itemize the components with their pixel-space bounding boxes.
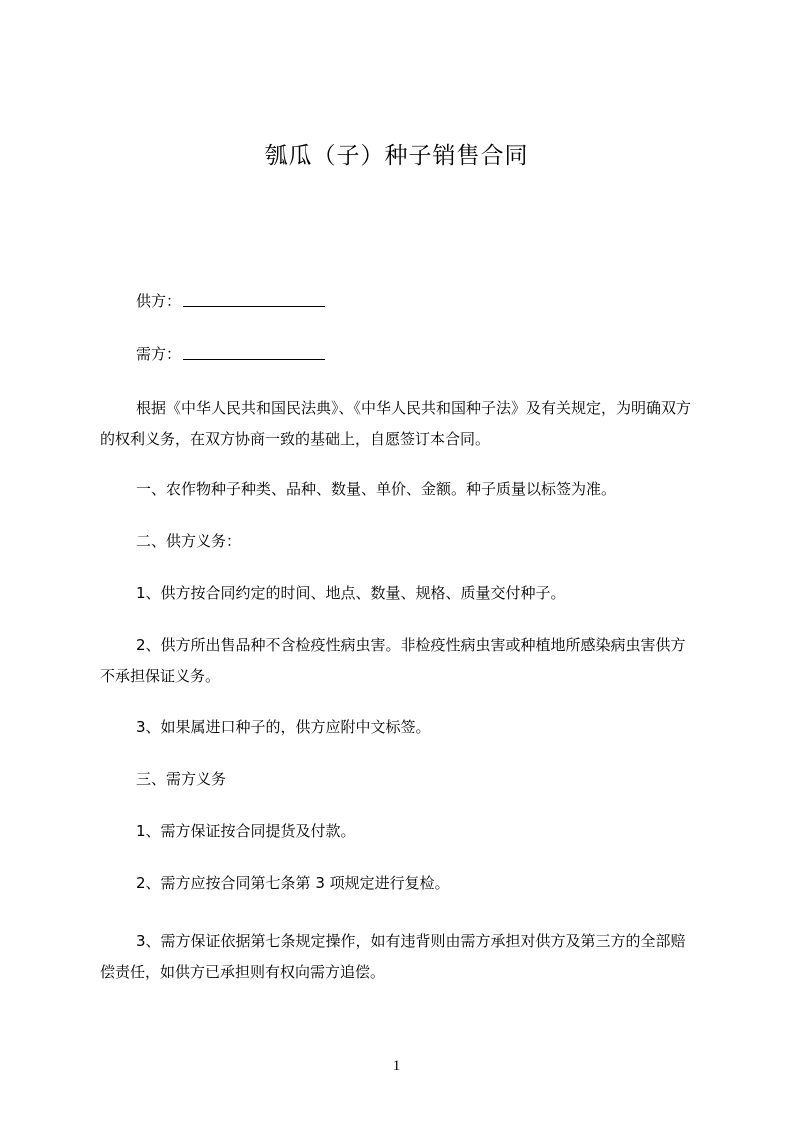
supplier-blank (183, 291, 325, 307)
clause-3-item-3: 3、需方保证依据第七条规定操作，如有违背则由需方承担对供方及第三方的全部赔偿责任，如供方已承担则有权向需方追偿。 (100, 932, 686, 981)
buyer-label: 需方： (136, 345, 182, 363)
clause-2-item-3: 3、如果属进口种子的，供方应附中文标签。 (136, 718, 431, 736)
page-number: 1 (392, 1058, 401, 1074)
intro-paragraph: 根据《中华人民共和国民法典》、《中华人民共和国种子法》及有关规定，为明确双方的权利义务，在双方协商一致的基础上，自愿签订本合同。 (100, 399, 692, 448)
clause-3-heading: 三、需方义务 (136, 770, 227, 788)
document-title: 瓠瓜（子）种子销售合同 (264, 143, 529, 169)
clause-2-item-2: 2、供方所出售品种不含检疫性病虫害。非检疫性病虫害或种植地所感染病虫害供方不承担保证义务。 (100, 636, 686, 685)
clause-2-heading: 二、供方义务： (136, 532, 242, 550)
clause-3-item-1: 1、需方保证按合同提货及付款。 (136, 822, 356, 840)
clause-3-item-2: 2、需方应按合同第七条第 3 项规定进行复检。 (136, 874, 450, 892)
buyer-blank (183, 344, 325, 360)
clause-2-item-1: 1、供方按合同约定的时间、地点、数量、规格、质量交付种子。 (136, 584, 566, 602)
buyer-line (136, 344, 325, 364)
supplier-label: 供方： (136, 292, 182, 310)
supplier-line (136, 291, 325, 311)
clause-1: 一、农作物种子种类、品种、数量、单价、金额。种子质量以标签为准。 (136, 480, 617, 498)
